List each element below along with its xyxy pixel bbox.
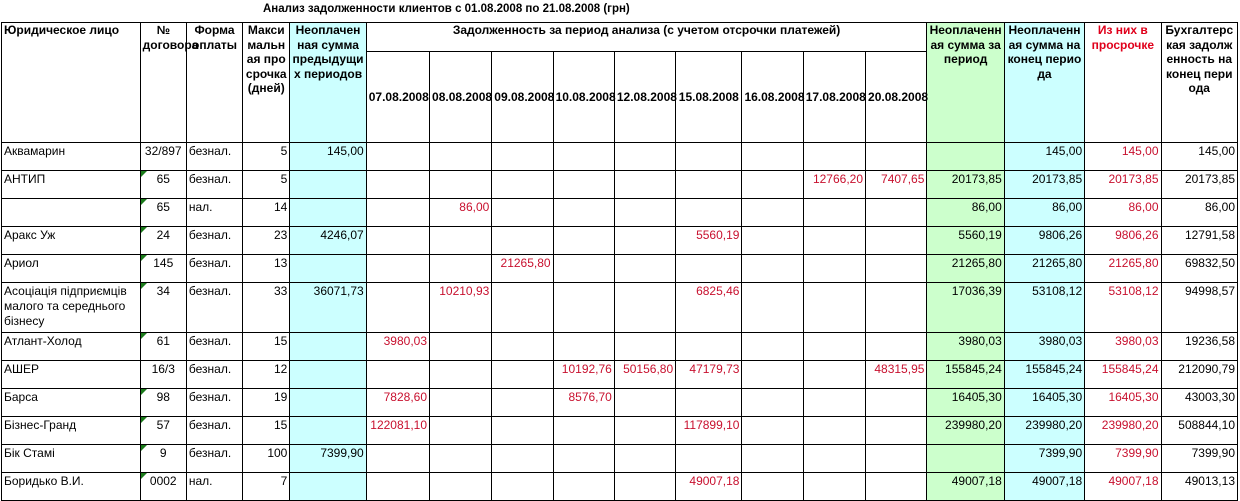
cell-accounting-debt: 94998,57 (1161, 283, 1237, 333)
cell-accounting-debt: 43003,30 (1161, 389, 1237, 417)
cell-overdue: 3980,03 (1085, 333, 1161, 361)
cell-date-amount (430, 227, 492, 255)
cell-date-amount (492, 199, 553, 227)
cell-prev-unpaid (290, 389, 366, 417)
cell-date-amount (742, 255, 803, 283)
cell-date-amount (614, 283, 675, 333)
cell-payment-form: нал. (186, 199, 242, 227)
cell-date-amount (742, 227, 803, 255)
cell-unpaid-period: 16405,30 (927, 389, 1004, 417)
cell-accounting-debt: 7399,90 (1161, 445, 1237, 473)
cell-legal-entity: Боридько В.И. (2, 473, 141, 501)
cell-date-amount (492, 417, 553, 445)
cell-contract: 65 (140, 171, 186, 199)
cell-date-amount (803, 199, 865, 227)
cell-date-amount (492, 283, 553, 333)
cell-overdue: 49007,18 (1085, 473, 1161, 501)
cell-overdue: 53108,12 (1085, 283, 1161, 333)
cell-prev-unpaid (290, 199, 366, 227)
cell-payment-form: безнал. (186, 227, 242, 255)
cell-date-amount (553, 199, 614, 227)
table-row (2, 417, 1238, 445)
cell-accounting-debt: 86,00 (1161, 199, 1237, 227)
cell-date-amount (803, 445, 865, 473)
cell-date-amount (742, 333, 803, 361)
cell-date-amount (492, 445, 553, 473)
cell-date-amount (366, 283, 429, 333)
cell-date-amount (430, 389, 492, 417)
cell-date-amount (366, 227, 429, 255)
cell-date-amount (803, 283, 865, 333)
cell-contract: 34 (140, 283, 186, 333)
date-header: 20.08.2008 (866, 52, 927, 143)
cell-prev-unpaid (290, 171, 366, 199)
cell-accounting-debt: 12791,58 (1161, 227, 1237, 255)
cell-legal-entity: Бізнес-Гранд (2, 417, 141, 445)
cell-contract: 9 (140, 445, 186, 473)
cell-date-amount (676, 143, 742, 171)
cell-payment-form: безнал. (186, 445, 242, 473)
cell-max-delay: 23 (243, 227, 290, 255)
cell-unpaid-end: 20173,85 (1004, 171, 1084, 199)
cell-overdue: 145,00 (1085, 143, 1161, 171)
table-row (2, 333, 1238, 361)
cell-date-amount (742, 389, 803, 417)
cell-date-amount (742, 445, 803, 473)
cell-unpaid-period: 20173,85 (927, 171, 1004, 199)
cell-unpaid-period: 239980,20 (927, 417, 1004, 445)
cell-payment-form: безнал. (186, 417, 242, 445)
cell-date-amount (430, 361, 492, 389)
cell-date-amount: 7407,65 (866, 171, 927, 199)
cell-date-amount (492, 389, 553, 417)
cell-date-amount (614, 199, 675, 227)
debt-analysis-table (1, 22, 1238, 501)
cell-unpaid-end: 7399,90 (1004, 445, 1084, 473)
cell-date-amount (366, 199, 429, 227)
cell-overdue: 16405,30 (1085, 389, 1161, 417)
cell-payment-form: безнал. (186, 143, 242, 171)
col-overdue: Из них в просрочке (1085, 23, 1161, 143)
cell-date-amount (366, 445, 429, 473)
date-header: 09.08.2008 (492, 52, 553, 143)
cell-max-delay: 12 (243, 361, 290, 389)
cell-date-amount (553, 143, 614, 171)
cell-legal-entity: Аквамарин (2, 143, 141, 171)
cell-max-delay: 7 (243, 473, 290, 501)
cell-date-amount (866, 283, 927, 333)
cell-max-delay: 19 (243, 389, 290, 417)
cell-prev-unpaid: 145,00 (290, 143, 366, 171)
cell-unpaid-end: 239980,20 (1004, 417, 1084, 445)
cell-date-amount (492, 333, 553, 361)
cell-date-amount (614, 473, 675, 501)
cell-date-amount (676, 333, 742, 361)
col-period-debt: Задолженность за период анализа (с учетом отсрочки платежей) (366, 23, 927, 52)
cell-date-amount (492, 361, 553, 389)
cell-date-amount (492, 171, 553, 199)
cell-unpaid-period: 86,00 (927, 199, 1004, 227)
cell-max-delay: 15 (243, 333, 290, 361)
cell-overdue: 7399,90 (1085, 445, 1161, 473)
cell-date-amount (366, 473, 429, 501)
cell-date-amount (676, 199, 742, 227)
cell-prev-unpaid: 4246,07 (290, 227, 366, 255)
table-row (2, 143, 1238, 171)
cell-legal-entity: Атлант-Холод (2, 333, 141, 361)
cell-contract: 65 (140, 199, 186, 227)
cell-date-amount (803, 417, 865, 445)
cell-date-amount (866, 389, 927, 417)
col-unpaid-end: Неоплаченная сумма на конец периода (1004, 23, 1084, 143)
cell-payment-form: безнал. (186, 171, 242, 199)
date-header: 10.08.2008 (553, 52, 614, 143)
cell-date-amount (553, 171, 614, 199)
cell-contract: 24 (140, 227, 186, 255)
table-row (2, 445, 1238, 473)
col-max-delay: Максимальная просрочка (дней) (243, 23, 290, 143)
cell-accounting-debt: 20173,85 (1161, 171, 1237, 199)
cell-date-amount (742, 361, 803, 389)
cell-date-amount (492, 143, 553, 171)
cell-date-amount (614, 333, 675, 361)
cell-contract: 145 (140, 255, 186, 283)
table-row (2, 473, 1238, 501)
table-row (2, 361, 1238, 389)
cell-prev-unpaid (290, 473, 366, 501)
cell-date-amount: 12766,20 (803, 171, 865, 199)
date-header: 15.08.2008 (676, 52, 742, 143)
cell-unpaid-period: 21265,80 (927, 255, 1004, 283)
cell-payment-form: безнал. (186, 389, 242, 417)
table-row (2, 227, 1238, 255)
table-row (2, 255, 1238, 283)
cell-prev-unpaid: 7399,90 (290, 445, 366, 473)
cell-payment-form: безнал. (186, 255, 242, 283)
cell-overdue: 9806,26 (1085, 227, 1161, 255)
cell-date-amount (553, 445, 614, 473)
col-contract: № договора (140, 23, 186, 143)
cell-payment-form: безнал. (186, 333, 242, 361)
cell-date-amount (430, 333, 492, 361)
cell-prev-unpaid (290, 417, 366, 445)
cell-date-amount (553, 417, 614, 445)
col-prev-unpaid: Неоплаченная сумма предыдущих периодов (290, 23, 366, 143)
cell-date-amount (676, 389, 742, 417)
cell-overdue: 239980,20 (1085, 417, 1161, 445)
cell-date-amount (742, 143, 803, 171)
cell-date-amount: 122081,10 (366, 417, 429, 445)
cell-legal-entity: Бік Стамі (2, 445, 141, 473)
cell-date-amount: 21265,80 (492, 255, 553, 283)
col-accounting-debt: Бухгалтерская задолженность на конец периода (1161, 23, 1237, 143)
cell-contract: 57 (140, 417, 186, 445)
cell-date-amount (553, 255, 614, 283)
cell-date-amount (803, 255, 865, 283)
header-row-top (2, 23, 1238, 52)
cell-date-amount (430, 417, 492, 445)
cell-overdue: 86,00 (1085, 199, 1161, 227)
cell-date-amount (803, 389, 865, 417)
cell-date-amount (803, 227, 865, 255)
cell-legal-entity: АШЕР (2, 361, 141, 389)
cell-accounting-debt: 19236,58 (1161, 333, 1237, 361)
cell-contract: 32/897 (140, 143, 186, 171)
cell-date-amount (803, 361, 865, 389)
cell-date-amount (866, 143, 927, 171)
cell-unpaid-period (927, 143, 1004, 171)
cell-unpaid-period: 17036,39 (927, 283, 1004, 333)
cell-date-amount (430, 255, 492, 283)
cell-unpaid-end: 16405,30 (1004, 389, 1084, 417)
cell-date-amount (614, 255, 675, 283)
date-header: 17.08.2008 (803, 52, 865, 143)
cell-unpaid-end: 53108,12 (1004, 283, 1084, 333)
cell-date-amount: 6825,46 (676, 283, 742, 333)
cell-unpaid-period (927, 445, 1004, 473)
cell-date-amount (676, 255, 742, 283)
date-header: 08.08.2008 (430, 52, 492, 143)
cell-overdue: 20173,85 (1085, 171, 1161, 199)
cell-unpaid-period: 155845,24 (927, 361, 1004, 389)
cell-date-amount (803, 333, 865, 361)
date-header: 12.08.2008 (614, 52, 675, 143)
cell-date-amount (676, 171, 742, 199)
cell-date-amount (742, 473, 803, 501)
cell-unpaid-end: 3980,03 (1004, 333, 1084, 361)
cell-unpaid-end: 86,00 (1004, 199, 1084, 227)
cell-date-amount (614, 445, 675, 473)
cell-date-amount (366, 171, 429, 199)
cell-date-amount: 10192,76 (553, 361, 614, 389)
table-body (2, 143, 1238, 501)
cell-date-amount (866, 255, 927, 283)
cell-contract: 0002 (140, 473, 186, 501)
table-row (2, 171, 1238, 199)
cell-date-amount: 48315,95 (866, 361, 927, 389)
report-title: Анализ задолженности клиентов с 01.08.2008 по 21.08.2008 (грн) (263, 3, 630, 15)
cell-date-amount (430, 445, 492, 473)
cell-unpaid-end: 9806,26 (1004, 227, 1084, 255)
cell-date-amount (614, 389, 675, 417)
cell-accounting-debt: 508844,10 (1161, 417, 1237, 445)
cell-date-amount (866, 445, 927, 473)
cell-date-amount: 117899,10 (676, 417, 742, 445)
cell-date-amount (742, 417, 803, 445)
col-legal-entity: Юридическое лицо (2, 23, 141, 143)
cell-date-amount (553, 473, 614, 501)
cell-date-amount (803, 143, 865, 171)
cell-date-amount (614, 143, 675, 171)
cell-prev-unpaid (290, 361, 366, 389)
cell-unpaid-end: 49007,18 (1004, 473, 1084, 501)
table-row (2, 199, 1238, 227)
cell-date-amount (366, 143, 429, 171)
cell-prev-unpaid: 36071,73 (290, 283, 366, 333)
cell-date-amount (866, 473, 927, 501)
cell-date-amount (866, 417, 927, 445)
cell-date-amount (803, 473, 865, 501)
cell-date-amount (553, 283, 614, 333)
cell-date-amount (742, 283, 803, 333)
cell-max-delay: 33 (243, 283, 290, 333)
cell-date-amount (614, 417, 675, 445)
cell-unpaid-period: 5560,19 (927, 227, 1004, 255)
cell-date-amount (742, 171, 803, 199)
cell-date-amount: 3980,03 (366, 333, 429, 361)
cell-legal-entity: Ариол (2, 255, 141, 283)
cell-contract: 98 (140, 389, 186, 417)
cell-date-amount (866, 333, 927, 361)
cell-date-amount (676, 445, 742, 473)
cell-overdue: 155845,24 (1085, 361, 1161, 389)
cell-date-amount (430, 473, 492, 501)
cell-max-delay: 15 (243, 417, 290, 445)
cell-max-delay: 100 (243, 445, 290, 473)
table-row (2, 283, 1238, 333)
col-unpaid-period: Неоплаченная сумма за период (927, 23, 1004, 143)
cell-prev-unpaid (290, 333, 366, 361)
cell-max-delay: 5 (243, 171, 290, 199)
cell-date-amount (553, 333, 614, 361)
cell-accounting-debt: 69832,50 (1161, 255, 1237, 283)
date-header: 16.08.2008 (742, 52, 803, 143)
cell-contract: 16/3 (140, 361, 186, 389)
cell-unpaid-end: 155845,24 (1004, 361, 1084, 389)
cell-date-amount: 8576,70 (553, 389, 614, 417)
cell-date-amount (430, 171, 492, 199)
col-payment-form: Форма оплаты (186, 23, 242, 143)
cell-date-amount (742, 199, 803, 227)
cell-date-amount: 50156,80 (614, 361, 675, 389)
cell-overdue: 21265,80 (1085, 255, 1161, 283)
cell-legal-entity: Аракс Уж (2, 227, 141, 255)
cell-unpaid-period: 3980,03 (927, 333, 1004, 361)
cell-accounting-debt: 212090,79 (1161, 361, 1237, 389)
cell-date-amount (366, 361, 429, 389)
cell-date-amount (866, 227, 927, 255)
cell-date-amount (614, 171, 675, 199)
cell-date-amount: 86,00 (430, 199, 492, 227)
cell-accounting-debt: 145,00 (1161, 143, 1237, 171)
cell-date-amount: 5560,19 (676, 227, 742, 255)
cell-date-amount (492, 227, 553, 255)
cell-date-amount (614, 227, 675, 255)
cell-contract: 61 (140, 333, 186, 361)
cell-unpaid-period: 49007,18 (927, 473, 1004, 501)
cell-legal-entity: Барса (2, 389, 141, 417)
cell-max-delay: 5 (243, 143, 290, 171)
cell-legal-entity (2, 199, 141, 227)
cell-unpaid-end: 21265,80 (1004, 255, 1084, 283)
cell-date-amount (866, 199, 927, 227)
cell-date-amount: 47179,73 (676, 361, 742, 389)
cell-date-amount: 10210,93 (430, 283, 492, 333)
cell-accounting-debt: 49013,13 (1161, 473, 1237, 501)
cell-legal-entity: АНТИП (2, 171, 141, 199)
cell-max-delay: 14 (243, 199, 290, 227)
cell-date-amount: 49007,18 (676, 473, 742, 501)
cell-unpaid-end: 145,00 (1004, 143, 1084, 171)
cell-payment-form: безнал. (186, 283, 242, 333)
cell-date-amount (366, 255, 429, 283)
cell-date-amount (430, 143, 492, 171)
table-row (2, 389, 1238, 417)
date-header: 07.08.2008 (366, 52, 429, 143)
cell-payment-form: безнал. (186, 361, 242, 389)
cell-date-amount (492, 473, 553, 501)
cell-date-amount (553, 227, 614, 255)
cell-date-amount: 7828,60 (366, 389, 429, 417)
cell-legal-entity: Асоціація підприємців малого та середнього бізнесу (2, 283, 141, 333)
cell-prev-unpaid (290, 255, 366, 283)
cell-max-delay: 13 (243, 255, 290, 283)
cell-payment-form: нал. (186, 473, 242, 501)
